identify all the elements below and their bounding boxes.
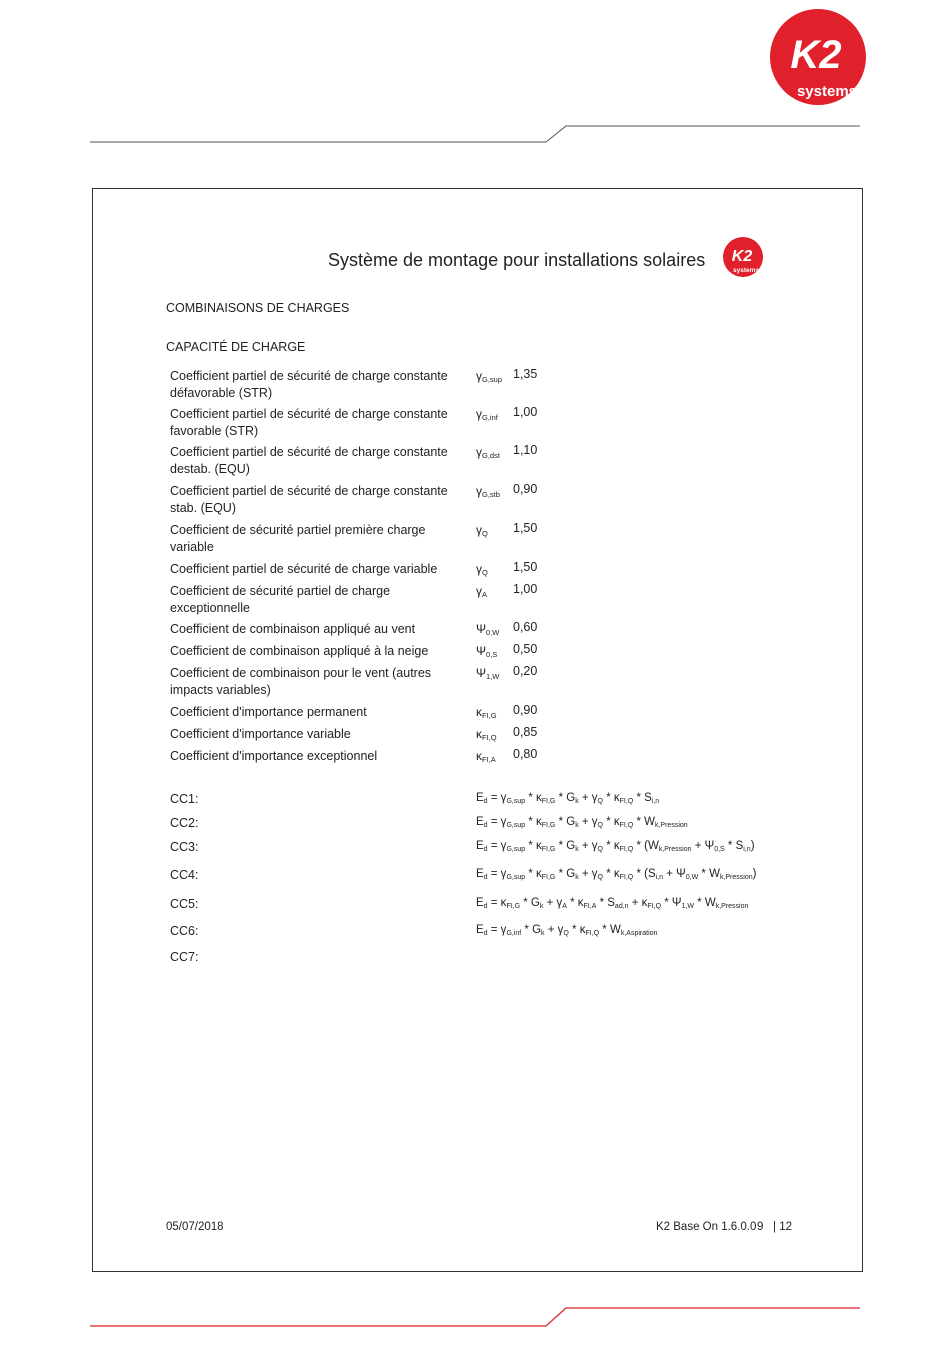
- formula-subscript: FI,Q: [619, 798, 634, 805]
- formula-subscript: G,sup: [506, 798, 526, 805]
- formula-term: = γ: [487, 924, 507, 936]
- formula-term: * G: [555, 868, 576, 880]
- load-case-label: CC3:: [170, 840, 199, 854]
- formula-subscript: Q: [597, 846, 603, 853]
- load-case-formula: [476, 792, 659, 805]
- formula-subscript: k,Pression: [654, 822, 688, 829]
- coefficient-symbol-letter: Ψ: [476, 622, 487, 636]
- formula-term: * W: [633, 816, 655, 828]
- formula-term: * S: [596, 897, 615, 909]
- load-case-label: CC4:: [170, 868, 199, 882]
- coefficient-symbol-letter: γ: [476, 407, 482, 421]
- formula-subscript: i,n: [743, 846, 751, 853]
- formula-subscript: 0,W: [685, 874, 699, 881]
- formula-subscript: FI,Q: [619, 822, 634, 829]
- formula-subscript: FI,G: [541, 846, 556, 853]
- formula-term: + γ: [578, 868, 598, 880]
- coefficient-symbol: [476, 583, 487, 603]
- formula-term: + Ψ: [663, 868, 686, 880]
- formula-subscript: k,Pression: [719, 874, 753, 881]
- coefficient-label: Coefficient partiel de sécurité de charge constante favorable (STR): [170, 407, 448, 438]
- formula-term: + γ: [578, 816, 598, 828]
- svg-text:K2: K2: [731, 248, 753, 265]
- coefficient-symbol-index: 0,S: [486, 650, 498, 659]
- formula-term: + γ: [578, 840, 598, 852]
- coefficient-symbol-index: FI,A: [482, 755, 496, 764]
- formula-term: * κ: [525, 792, 542, 804]
- formula-term: * Ψ: [661, 897, 682, 909]
- formula-term: * κ: [603, 816, 620, 828]
- coefficient-value: 1,35: [513, 367, 538, 381]
- formula-term: * (W: [633, 840, 659, 852]
- coefficient-label: Coefficient partiel de sécurité de charge constante destab. (EQU): [170, 445, 448, 476]
- load-case-label: CC1:: [170, 792, 199, 806]
- coefficient-symbol: [476, 483, 500, 503]
- formula-subscript: k,Pression: [658, 846, 692, 853]
- formula-term: * (S: [633, 868, 656, 880]
- formula-subscript: i,n: [655, 874, 664, 881]
- coefficient-value: 1,50: [513, 521, 538, 535]
- coefficient-label: Coefficient de sécurité partiel première charge variable: [170, 523, 426, 554]
- svg-text:systems: systems: [796, 83, 858, 100]
- footer-date: 05/07/2018: [166, 1221, 224, 1233]
- load-case-row: [170, 868, 810, 886]
- coefficient-symbol-index: G,sup: [482, 375, 503, 384]
- formula-term: * κ: [603, 868, 620, 880]
- load-case-row: [170, 924, 810, 942]
- load-case-row: [170, 897, 810, 915]
- formula-subscript: Q: [597, 874, 603, 881]
- coefficient-symbol-letter: γ: [476, 484, 482, 498]
- coefficient-symbol-index: 1,W: [486, 672, 500, 681]
- coefficient-label: Coefficient d'importance permanent: [170, 705, 367, 719]
- formula-subscript: d: [483, 822, 488, 829]
- coefficient-symbol: [476, 643, 497, 663]
- formula-subscript: Q: [597, 822, 603, 829]
- coefficient-value: 0,90: [513, 482, 538, 496]
- formula-term: = κ: [487, 897, 507, 909]
- formula-subscript: k: [575, 846, 579, 853]
- footer-rule: [0, 1290, 950, 1350]
- formula-term: = γ: [487, 868, 507, 880]
- coefficient-value: 1,10: [513, 443, 538, 457]
- coefficient-symbol-index: G,inf: [482, 413, 498, 422]
- formula-subscript: k: [541, 930, 545, 937]
- coefficient-label: Coefficient de combinaison pour le vent (autres impacts variables): [170, 666, 432, 697]
- load-case-row: [170, 950, 810, 968]
- page-current: 9: [757, 1221, 764, 1233]
- formula-subscript: d: [483, 903, 488, 910]
- coefficient-symbol-letter: κ: [476, 705, 482, 719]
- formula-subscript: FI,Q: [619, 874, 634, 881]
- coefficient-value: 0,90: [513, 703, 538, 717]
- coefficient-symbol: [476, 561, 488, 581]
- formula-subscript: k: [539, 903, 544, 910]
- formula-term: * W: [698, 868, 720, 880]
- coefficient-symbol-index: FI,G: [482, 711, 497, 720]
- formula-subscript: FI,Q: [585, 930, 600, 937]
- coefficient-value: 0,60: [513, 620, 538, 634]
- formula-subscript: k,Pression: [715, 903, 749, 910]
- inner-brand-logo: [722, 236, 764, 278]
- formula-term: = γ: [487, 840, 507, 852]
- coefficient-symbol-letter: γ: [476, 445, 482, 459]
- formula-term: + γ: [543, 897, 563, 909]
- coefficient-symbol: [476, 665, 499, 685]
- coefficient-value: 0,20: [513, 664, 538, 678]
- formula-term: E: [476, 816, 484, 828]
- formula-subscript: G,sup: [506, 874, 526, 881]
- load-case-formula: [476, 868, 756, 881]
- formula-subscript: d: [483, 798, 488, 805]
- coefficient-label: Coefficient partiel de sécurité de charge constante stab. (EQU): [170, 484, 448, 515]
- formula-term: * W: [599, 924, 621, 936]
- coefficient-symbol: [476, 522, 488, 542]
- footer-product: K2 Base On 1.6.0.0: [656, 1221, 757, 1233]
- svg-text:K2: K2: [790, 33, 842, 77]
- coefficient-label: Coefficient d'importance exceptionnel: [170, 749, 378, 763]
- formula-term: * G: [555, 792, 576, 804]
- coefficient-label: Coefficient partiel de sécurité de charge constante défavorable (STR): [170, 369, 448, 400]
- section-title-combinations: COMBINAISONS DE CHARGES: [166, 301, 350, 315]
- load-case-formula: [476, 840, 755, 853]
- formula-subscript: d: [483, 846, 488, 853]
- coefficient-symbol-letter: κ: [476, 749, 482, 763]
- coefficient-symbol-index: G,stb: [482, 490, 500, 499]
- formula-subscript: FI,A: [583, 903, 597, 910]
- formula-term: + γ: [544, 924, 564, 936]
- coefficient-label: Coefficient de sécurité partiel de charge exceptionnelle: [170, 584, 391, 615]
- formula-term: * G: [555, 816, 576, 828]
- formula-subscript: A: [562, 903, 567, 910]
- formula-subscript: FI,Q: [619, 846, 634, 853]
- coefficient-value: 0,80: [513, 747, 538, 761]
- formula-subscript: ad,n: [614, 903, 629, 910]
- coefficient-symbol-index: A: [482, 590, 488, 599]
- coefficient-symbol-index: FI,Q: [482, 733, 497, 742]
- formula-subscript: 0,S: [714, 846, 725, 853]
- coefficient-symbol: [476, 704, 497, 724]
- load-case-label: CC2:: [170, 816, 199, 830]
- coefficient-symbol-letter: Ψ: [476, 644, 487, 658]
- formula-term: * κ: [525, 840, 542, 852]
- formula-subscript: 1,W: [681, 903, 694, 910]
- brand-logo: [769, 8, 867, 106]
- coefficient-value: 1,00: [513, 405, 538, 419]
- coefficient-symbol-letter: γ: [476, 584, 482, 598]
- load-case-label: CC7:: [170, 950, 199, 964]
- formula-term: E: [476, 924, 484, 936]
- formula-term: E: [476, 840, 484, 852]
- formula-subscript: FI,G: [541, 822, 556, 829]
- coefficient-symbol-index: 0,W: [486, 628, 500, 637]
- formula-term: * G: [555, 840, 576, 852]
- coefficient-label: Coefficient d'importance variable: [170, 727, 351, 741]
- load-case-row: [170, 792, 810, 810]
- load-case-label: CC5:: [170, 897, 199, 911]
- page-separator: |: [773, 1221, 776, 1233]
- coefficient-symbol: [476, 748, 496, 768]
- formula-term: = γ: [487, 816, 507, 828]
- formula-term: * G: [521, 924, 542, 936]
- formula-term: E: [476, 897, 484, 909]
- coefficient-symbol-letter: γ: [476, 523, 482, 537]
- formula-subscript: k: [575, 822, 579, 829]
- formula-term: * W: [693, 897, 716, 909]
- page-title: Système de montage pour installations solaires: [328, 250, 706, 270]
- formula-term: ): [752, 868, 757, 880]
- coefficient-label: Coefficient de combinaison appliqué au vent: [170, 622, 416, 636]
- section-title-capacity: CAPACITÉ DE CHARGE: [166, 340, 306, 354]
- formula-term: * G: [520, 897, 540, 909]
- formula-subscript: FI,G: [541, 798, 556, 805]
- formula-term: * S: [724, 840, 744, 852]
- formula-term: * κ: [566, 897, 584, 909]
- formula-subscript: k,Aspiration: [620, 930, 658, 937]
- formula-term: + Ψ: [691, 840, 715, 852]
- coefficient-symbol-letter: γ: [476, 369, 482, 383]
- coefficient-value: 0,85: [513, 725, 538, 739]
- formula-term: + γ: [578, 792, 598, 804]
- formula-subscript: Q: [597, 798, 603, 805]
- formula-term: * κ: [525, 816, 542, 828]
- coefficient-symbol: [476, 726, 497, 746]
- coefficient-label: Coefficient partiel de sécurité de charge variable: [170, 562, 438, 576]
- load-case-label: CC6:: [170, 924, 199, 938]
- coefficient-symbol: [476, 444, 500, 464]
- formula-term: ): [750, 840, 755, 852]
- formula-term: * κ: [603, 792, 620, 804]
- formula-subscript: k: [575, 798, 579, 805]
- coefficient-symbol-letter: Ψ: [476, 666, 487, 680]
- formula-term: * κ: [568, 924, 586, 936]
- formula-term: * κ: [603, 840, 620, 852]
- load-case-row: [170, 840, 810, 858]
- svg-text:systems: systems: [732, 267, 760, 274]
- formula-subscript: G,inf: [506, 930, 522, 937]
- coefficient-symbol: [476, 368, 502, 388]
- coefficient-symbol-index: Q: [482, 568, 488, 577]
- coefficient-symbol: [476, 406, 498, 426]
- coefficient-value: 1,00: [513, 582, 538, 596]
- formula-subscript: G,sup: [506, 846, 526, 853]
- load-case-row: [170, 816, 810, 834]
- coefficient-symbol-index: Q: [482, 529, 488, 538]
- formula-term: E: [476, 792, 484, 804]
- formula-term: * S: [633, 792, 652, 804]
- formula-subscript: i,n: [651, 798, 660, 805]
- formula-term: E: [476, 868, 484, 880]
- footer-page-number: [757, 1221, 792, 1233]
- coefficient-value: 0,50: [513, 642, 538, 656]
- formula-subscript: FI,Q: [647, 903, 662, 910]
- formula-term: * κ: [525, 868, 542, 880]
- formula-subscript: d: [483, 930, 488, 937]
- coefficient-label: Coefficient de combinaison appliqué à la neige: [170, 644, 429, 658]
- formula-subscript: FI,G: [541, 874, 556, 881]
- formula-subscript: FI,G: [506, 903, 521, 910]
- coefficient-value: 1,50: [513, 560, 538, 574]
- load-case-formula: [476, 897, 748, 910]
- coefficient-symbol-index: G,dst: [482, 451, 500, 460]
- coefficient-symbol: [476, 621, 499, 641]
- formula-term: = γ: [487, 792, 507, 804]
- coefficient-symbol-letter: κ: [476, 727, 482, 741]
- load-case-formula: [476, 816, 688, 829]
- formula-subscript: G,sup: [506, 822, 526, 829]
- formula-term: + κ: [628, 897, 648, 909]
- load-case-formula: [476, 924, 657, 937]
- coefficient-symbol-letter: γ: [476, 562, 482, 576]
- formula-subscript: Q: [563, 930, 569, 937]
- page-total: 12: [779, 1221, 792, 1233]
- formula-subscript: d: [483, 874, 488, 881]
- formula-subscript: k: [575, 874, 579, 881]
